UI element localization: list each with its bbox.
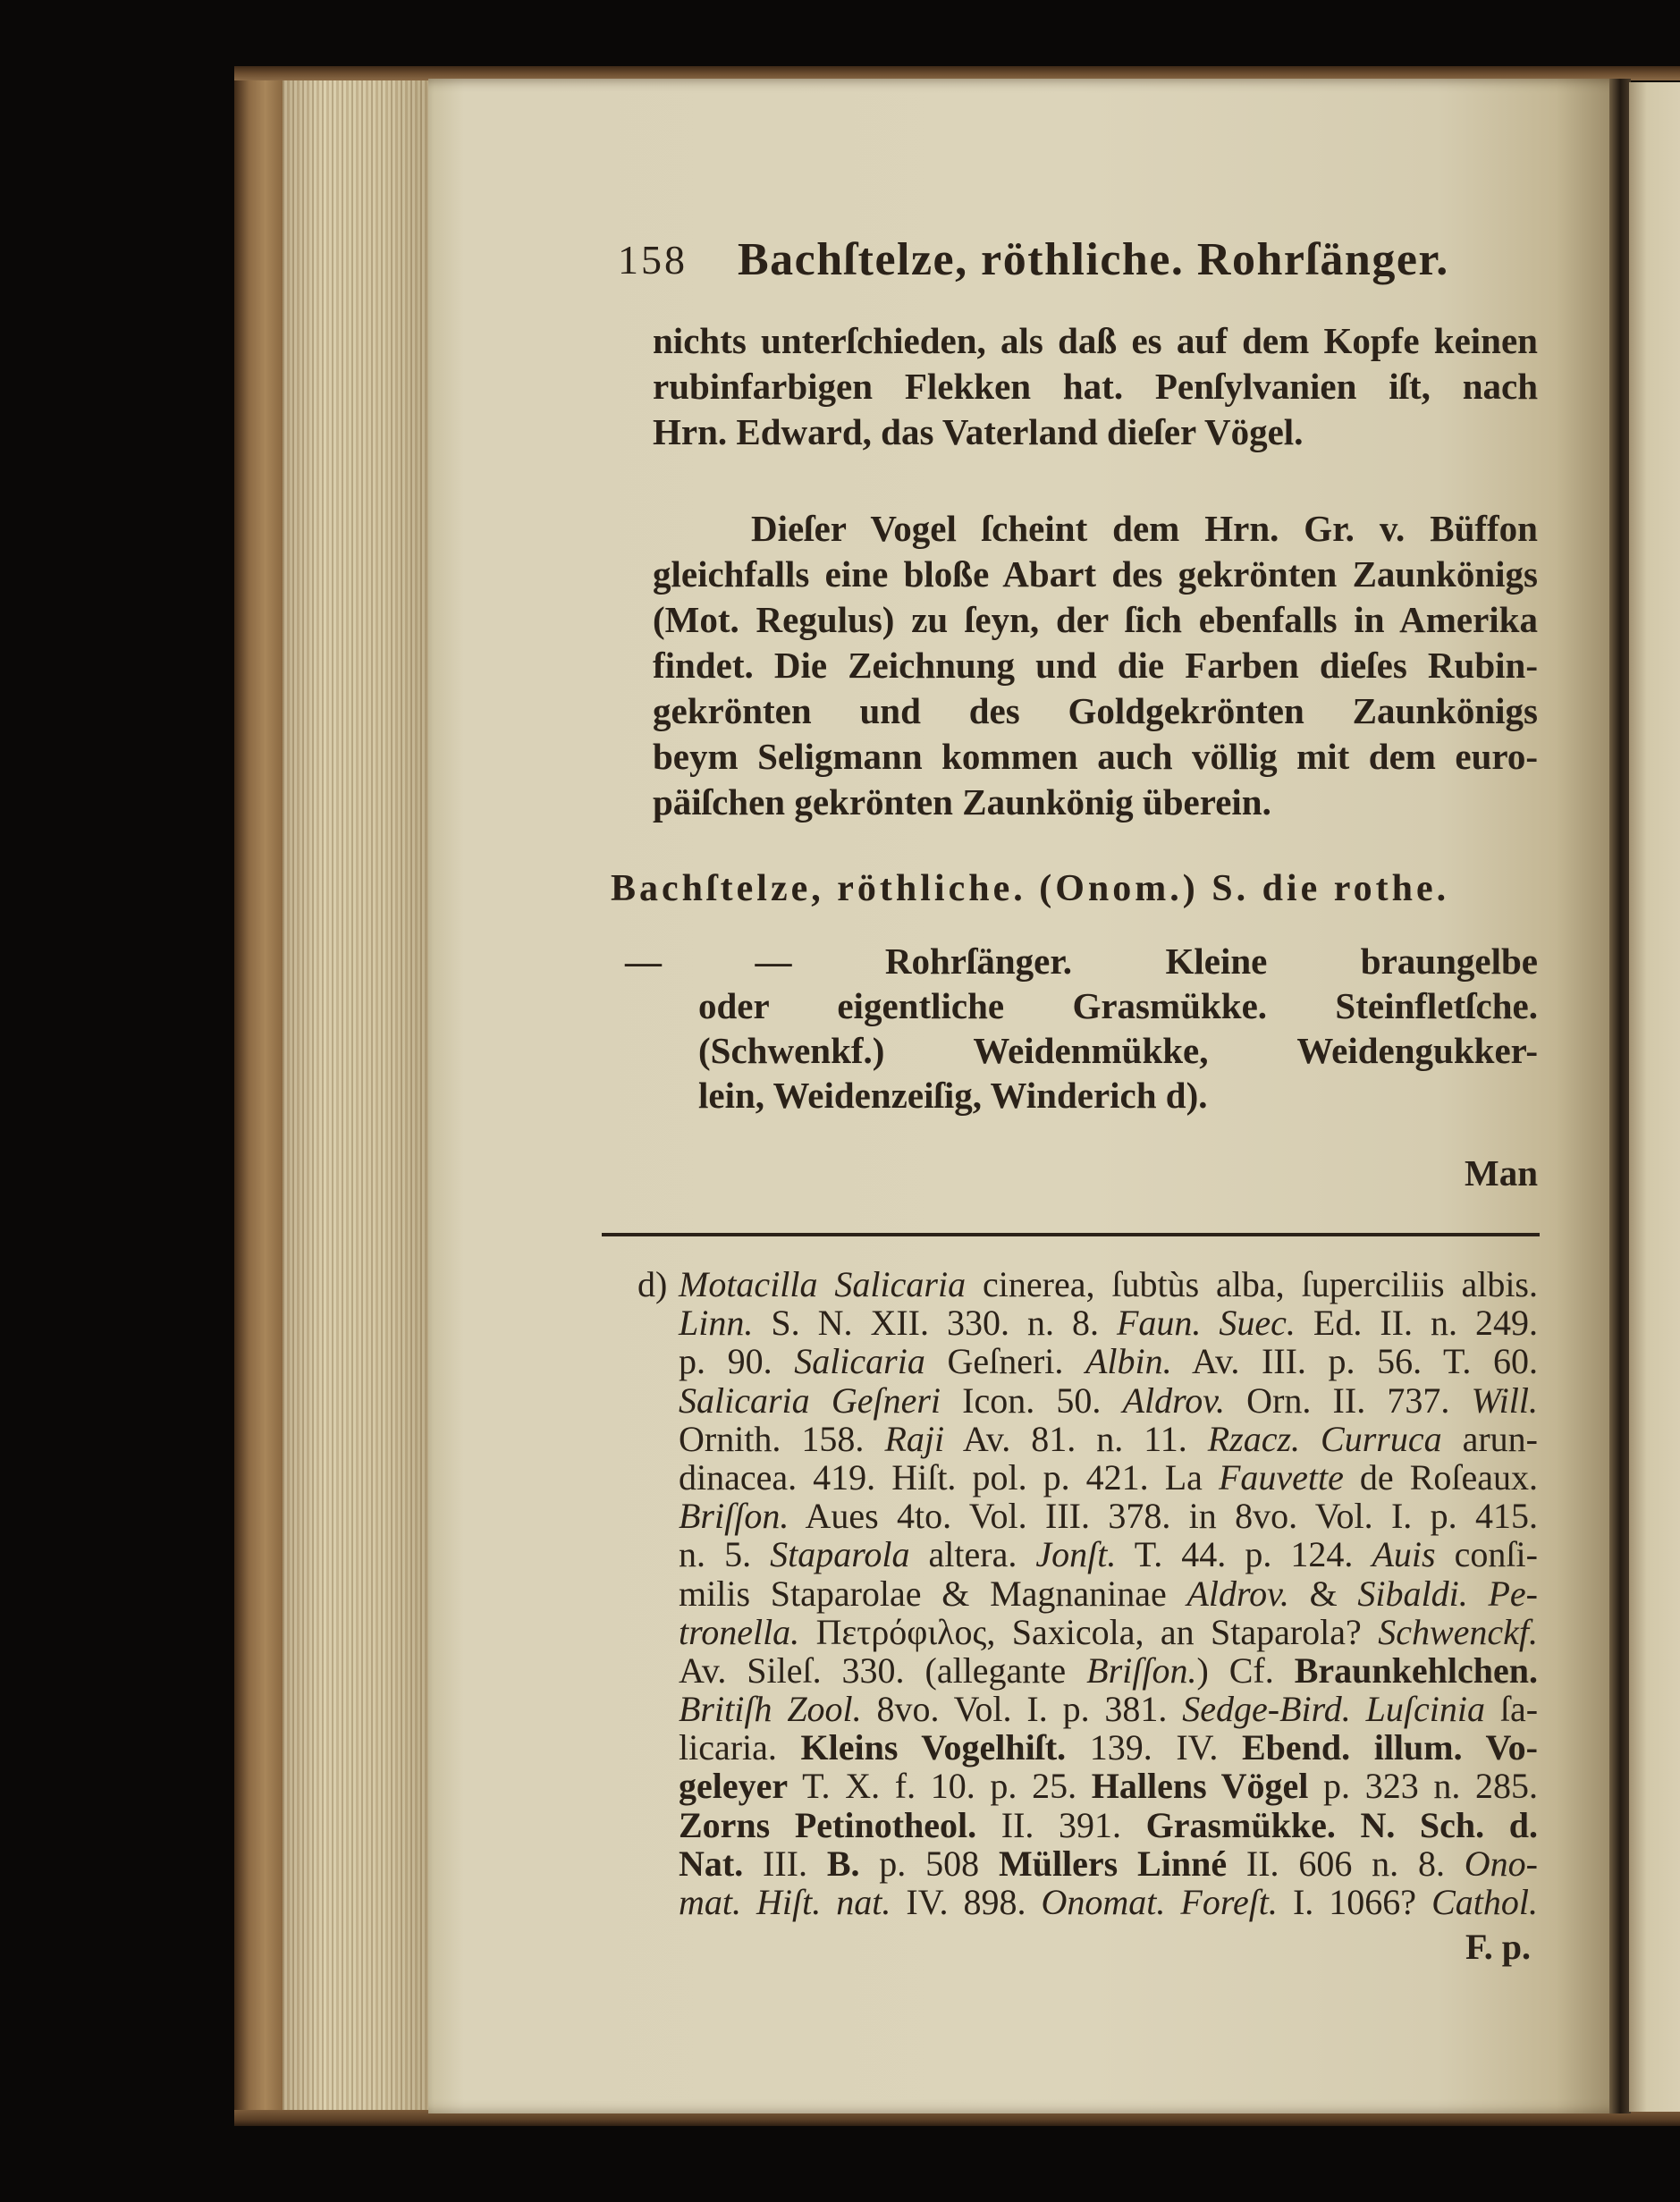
footnote-line [679, 1728, 1538, 1767]
footnote-text: Av. III. p. 56. T. 60. [1171, 1341, 1538, 1382]
entry-line: oder eigentliche Grasmükke. Steinfletſche. [698, 985, 1538, 1026]
footnote-line [679, 1420, 1538, 1458]
entry-block [625, 939, 1538, 1118]
footnote-text: Schwenckf. [1378, 1611, 1538, 1652]
footnote-text: & [1288, 1573, 1358, 1614]
footnote-catchword: F. p. [1465, 1927, 1531, 1967]
page-number: 158 [618, 237, 688, 283]
footnote-text: altera. [909, 1534, 1036, 1575]
footnote-text: Orn. II. 737. [1225, 1379, 1472, 1421]
footnote-line [679, 1574, 1538, 1613]
footnote-text: Cathol. [1431, 1882, 1538, 1922]
footnote-text: I. 1066? [1277, 1882, 1432, 1922]
footnote-text: II. 606 n. 8. [1227, 1843, 1465, 1884]
footnote-text: IV. 898. [891, 1882, 1042, 1922]
footnote-text: Ebend. illum. Vo- [1241, 1727, 1539, 1768]
footnote-text: Kleins Vogelhiſt. [800, 1727, 1067, 1768]
footnote-text: Aldrov. [1122, 1379, 1226, 1421]
footnote-text: II. 391. [976, 1804, 1146, 1845]
footnote-line [679, 1883, 1538, 1921]
footnote-text: Müllers Linné [998, 1843, 1228, 1884]
body-line: findet. Die Zeichnung und die Farben dieſes Rubin- [653, 645, 1538, 686]
footnote-text: S. N. XII. 330. n. 8. [753, 1303, 1117, 1344]
footnote-text: III. [743, 1843, 827, 1884]
footnote-text: Jonſt. [1035, 1534, 1117, 1575]
footnote-text: Briſſon. [1086, 1649, 1197, 1691]
footnote-text: Briſſon. [679, 1496, 789, 1537]
footnote-text: Sibaldi. Pe- [1357, 1573, 1538, 1614]
footnote-text: Hallens Vögel [1091, 1766, 1309, 1807]
footnote-text: Auis [1372, 1534, 1436, 1575]
footnote-line [679, 1613, 1538, 1651]
footnote-text: Ornith. 158. [679, 1418, 885, 1459]
footnote-line [679, 1497, 1538, 1535]
body-line: päiſchen gekrönten Zaunkönig überein. [653, 781, 1271, 823]
footnote-text: 8vo. Vol. I. p. 381. [861, 1689, 1183, 1730]
paragraph-1 [653, 318, 1538, 455]
footnote-line [679, 1844, 1538, 1883]
footnote-text: p. 323 n. 285. [1308, 1766, 1539, 1807]
footnote-text: Linn. [679, 1303, 754, 1344]
footnote-text: Rzacz. Curruca [1207, 1418, 1442, 1459]
footnote-line [679, 1535, 1538, 1573]
footnote-text: Braunkehlchen. [1294, 1649, 1538, 1691]
footnote-text: B. [826, 1843, 860, 1884]
footnote-text: dinacea. 419. Hiſt. pol. p. 421. La [679, 1456, 1219, 1498]
footnote-text: Ed. II. n. 249. [1295, 1303, 1538, 1344]
footnote-text: Nat. [679, 1843, 744, 1884]
footnote-text: T. X. f. 10. p. 25. [788, 1766, 1092, 1807]
footnote-text: Albin. [1085, 1341, 1172, 1382]
footnote-text: Salicaria [794, 1341, 925, 1382]
page-block-edges [283, 77, 430, 2117]
footnote-text: Grasmükke. N. Sch. d. [1145, 1804, 1539, 1845]
body-line: nichts unterſchieden, als daß es auf dem Kopfe keinen [653, 320, 1538, 361]
footnote-text: Aldrov. [1186, 1573, 1289, 1614]
footnote-text: Πετρόφιλος, Saxicola, an Staparola? [799, 1611, 1379, 1652]
footnote-line [679, 1458, 1538, 1497]
footnote-text: Geſneri. [924, 1341, 1085, 1382]
footnote-block [679, 1265, 1538, 1921]
footnote-text: Ono- [1464, 1843, 1539, 1884]
footnote-text: ſa- [1484, 1689, 1539, 1730]
body-line: (Mot. Regulus) zu ſeyn, der ſich ebenfalls in Amerika [653, 599, 1538, 640]
footnote-text: 139. IV. [1066, 1727, 1242, 1768]
gutter-shadow [1609, 79, 1631, 2113]
entry-heading: Bachſtelze, röthliche. (Onom.) S. die rothe. [611, 868, 1450, 909]
footnote-line [679, 1381, 1538, 1420]
footnote-line [679, 1690, 1538, 1728]
book-cover-edge [234, 72, 284, 2122]
footnote-text: Av. Sileſ. 330. (allegante [679, 1649, 1087, 1691]
footnote-marker: d) [637, 1264, 668, 1304]
footnote-text: Onomat. Foreſt. [1041, 1882, 1278, 1922]
footnote-line [679, 1806, 1538, 1844]
footnote-text: Raji [884, 1418, 945, 1459]
entry-line: lein, Weidenzeiſig, Winderich d). [698, 1075, 1208, 1116]
footnote-text: Faun. Suec. [1116, 1303, 1296, 1344]
footnote-text: cinerea, ſubtùs alba, ſuperciliis albis. [966, 1264, 1538, 1304]
footnote-line [679, 1265, 1538, 1303]
footnote-line [679, 1651, 1538, 1690]
footnote-rule [602, 1233, 1540, 1236]
footnote-text: mat. Hiſt. nat. [679, 1882, 891, 1922]
footnote-text: Zorns Petinotheol. [679, 1804, 977, 1845]
body-line: rubinfarbigen Flekken hat. Penſylvanien iſt, nach [653, 366, 1538, 407]
footnote-text: Britiſh Zool. [679, 1689, 862, 1730]
footnote-text: Sedge-Bird. Luſcinia [1182, 1689, 1485, 1730]
footnote-text: licaria. [679, 1727, 801, 1768]
footnote-text: tronella. [679, 1611, 800, 1652]
footnote-text: n. 5. [679, 1534, 771, 1575]
footnote-text: ) Cf. [1196, 1649, 1295, 1691]
running-head: Bachſtelze, röthliche. Rohrſänger. [738, 234, 1449, 285]
footnote-text: conſi- [1435, 1534, 1538, 1575]
catchword: Man [1465, 1152, 1538, 1194]
body-line: Hrn. Edward, das Vaterland dieſer Vögel. [653, 411, 1304, 452]
footnote-text: p. 508 [859, 1843, 999, 1884]
footnote-text: Aues 4to. Vol. III. 378. in 8vo. Vol. I. p. 415. [789, 1496, 1538, 1537]
footnote-text: Motacilla Salicaria [679, 1264, 967, 1304]
paragraph-2 [653, 506, 1538, 825]
footnote-text: Icon. 50. [941, 1379, 1123, 1421]
body-line: gleichfalls eine bloße Abart des gekrönten Zaunkönigs [653, 553, 1538, 595]
footnote-text: Will. [1471, 1379, 1538, 1421]
footnote-line [679, 1342, 1538, 1380]
footnote-text: Fauvette [1218, 1456, 1344, 1498]
footnote-text: arun- [1441, 1418, 1538, 1459]
body-line: gekrönten und des Goldgekrönten Zaunkönigs [653, 690, 1538, 731]
footnote-line [679, 1767, 1538, 1805]
footnote-text: Staparola [770, 1534, 910, 1575]
footnote-text: de Roſeaux. [1343, 1456, 1538, 1498]
entry-line: (Schwenkf.) Weidenmükke, Weidengukker- [698, 1030, 1538, 1071]
footnote-line [679, 1303, 1538, 1342]
body-line: Dieſer Vogel ſcheint dem Hrn. Gr. v. Büffon [751, 508, 1538, 549]
footnote-text: p. 90. [679, 1341, 795, 1382]
footnote-text: Salicaria Geſneri [679, 1379, 941, 1421]
facing-page-edge [1629, 82, 1680, 2112]
footnote-text: T. 44. p. 124. [1116, 1534, 1372, 1575]
footnote-text: milis Staparolae & Magnaninae [679, 1573, 1187, 1614]
footnote-text: geleyer [679, 1766, 789, 1807]
footnote-text: Av. 81. n. 11. [944, 1418, 1208, 1459]
entry-line: — — Rohrſänger. Kleine braungelbe [625, 941, 1538, 982]
body-line: beym Seligmann kommen auch völlig mit dem euro- [653, 736, 1538, 777]
